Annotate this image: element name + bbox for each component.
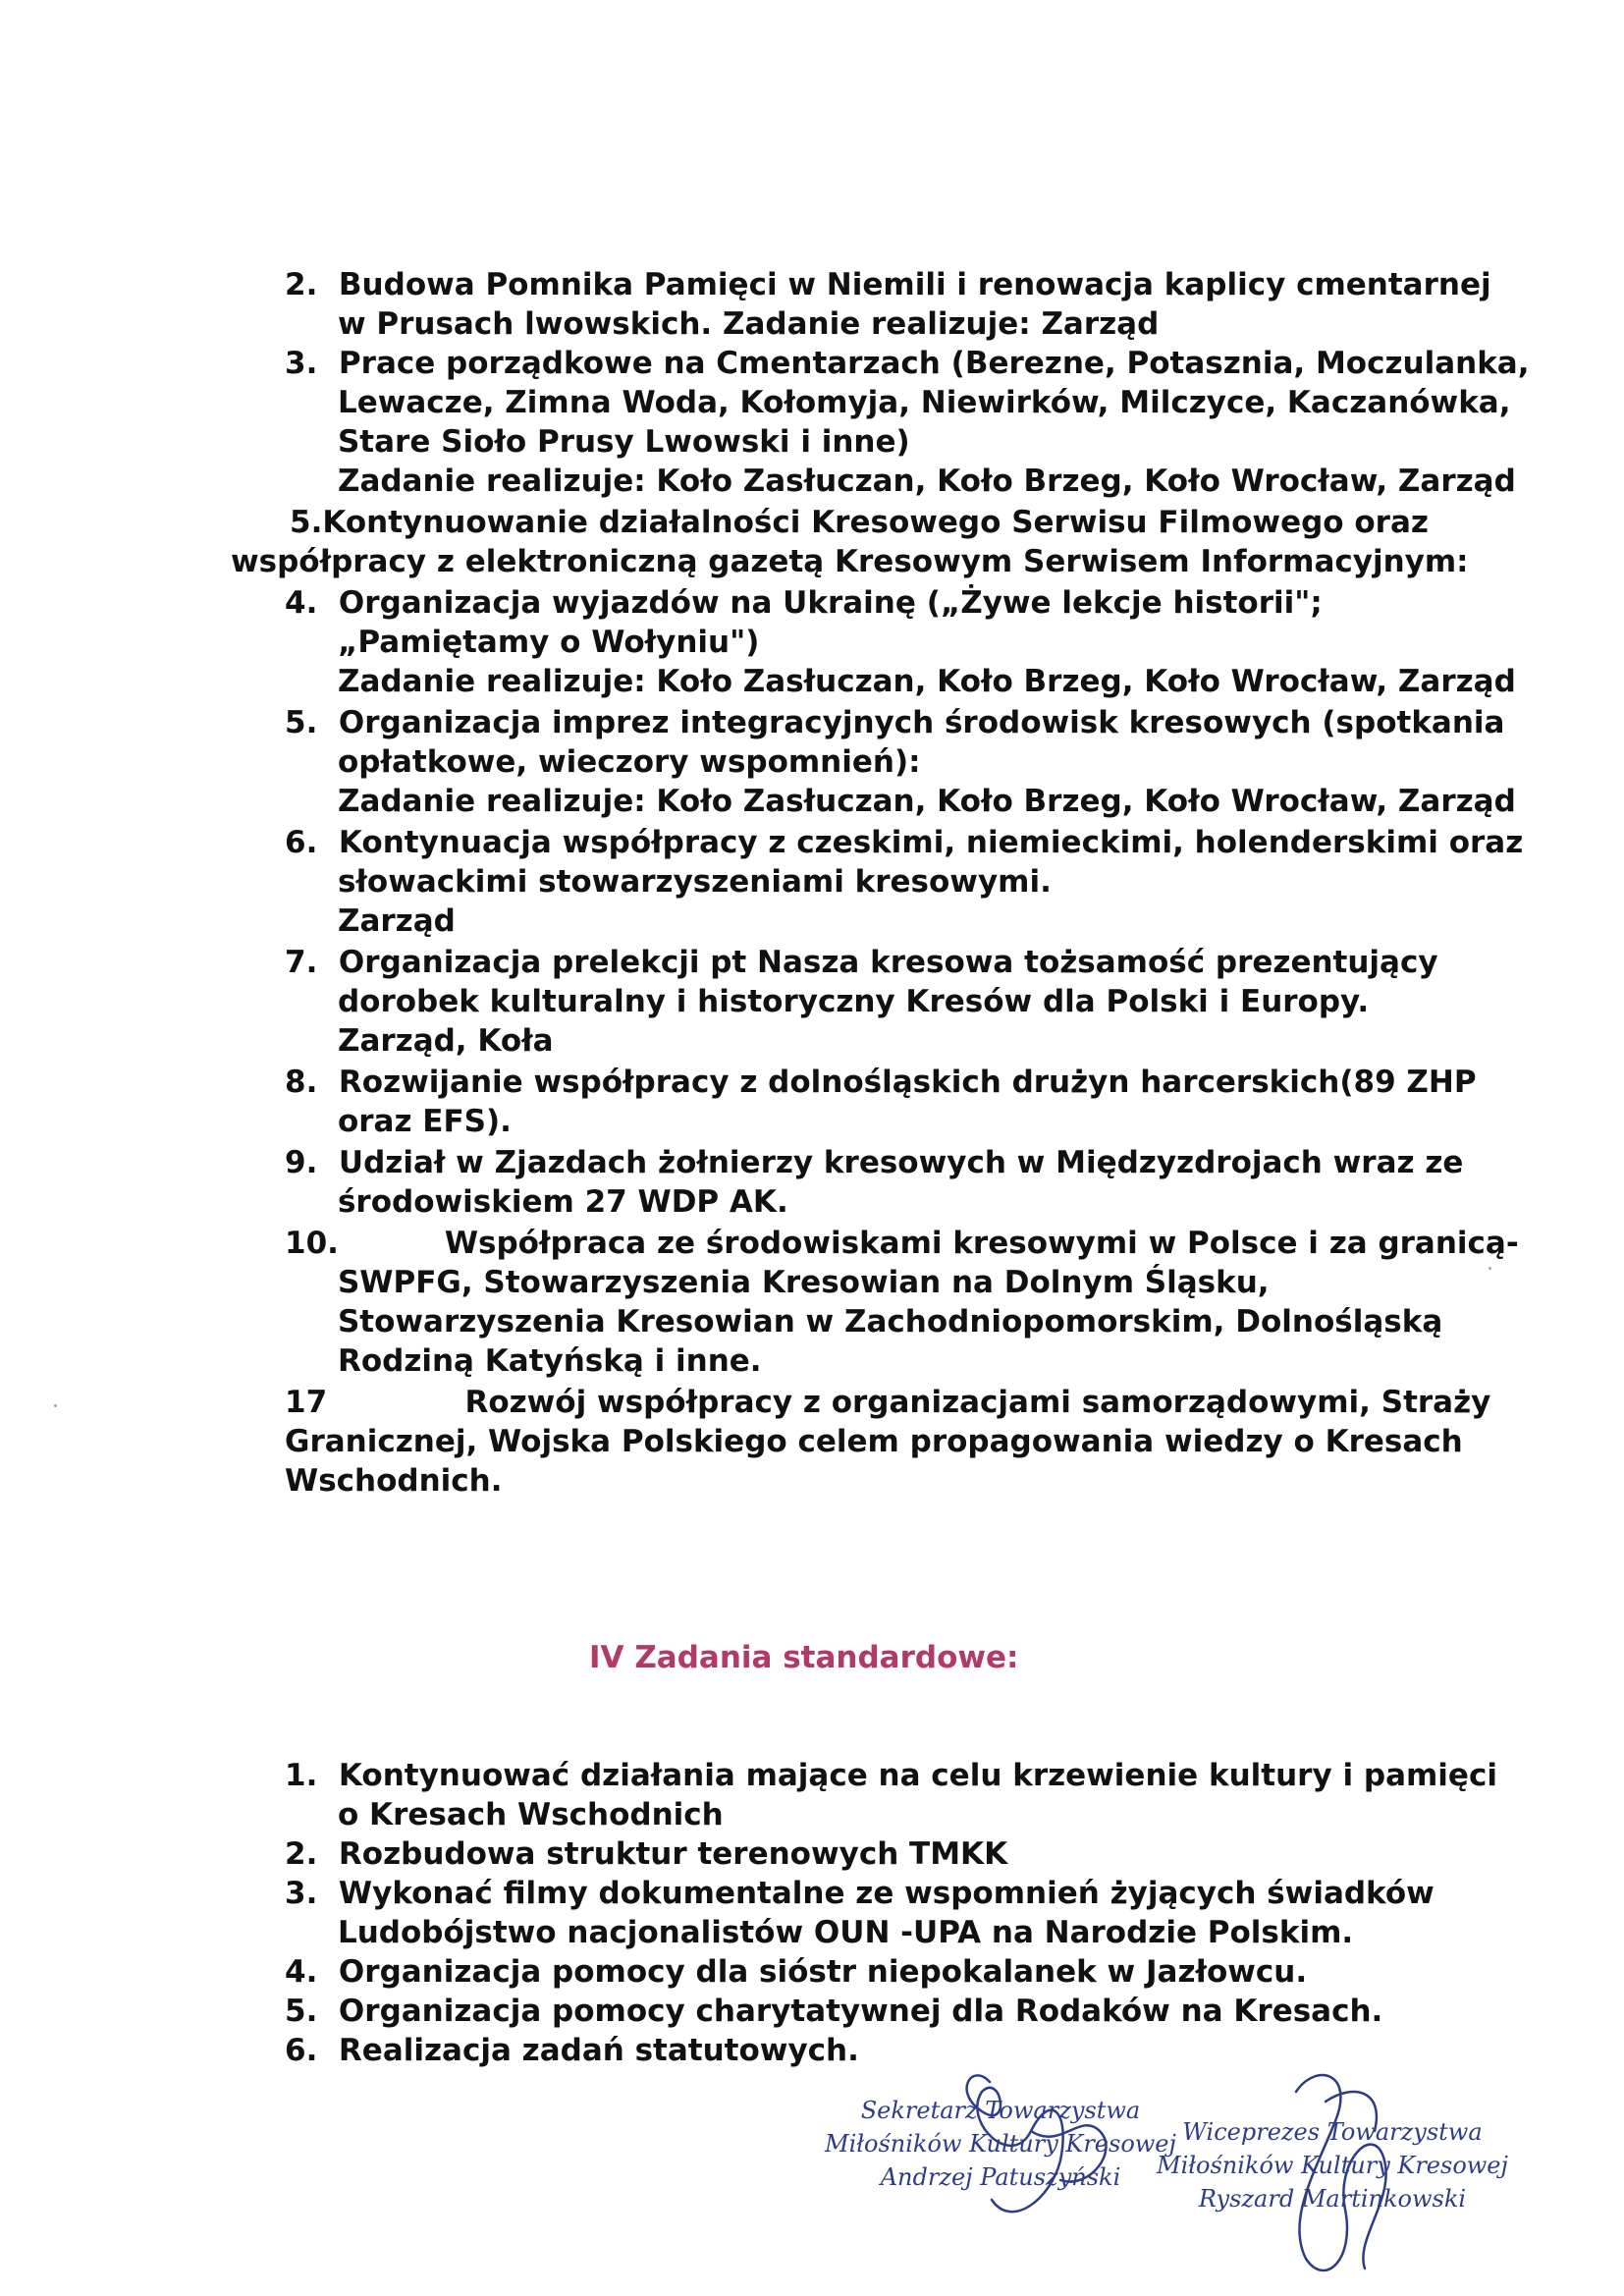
list-item-5 <box>285 703 1516 821</box>
stamp-line: Wiceprezes Towarzystwa <box>1182 2118 1483 2146</box>
line: w Prusach lwowskich. Zadanie realizuje: Zarząd <box>285 306 1160 342</box>
list-item-2 <box>285 344 1530 501</box>
standard-task-3 <box>285 1874 1435 1952</box>
list-item-8 <box>285 1063 1477 1141</box>
line: Zadanie realizuje: Koło Zasłuczan, Koło Brzeg, Koło Wrocław, Zarząd <box>285 464 1516 499</box>
list-item-3 <box>231 503 1469 581</box>
stamp-line: Miłośników Kultury Kresowej <box>1157 2152 1508 2179</box>
line: 17 Rozwój współpracy z organizacjami samorządowymi, Straży <box>285 1385 1491 1420</box>
line: Zarząd, Koła <box>285 1023 554 1059</box>
standard-task-2 <box>285 1834 1007 1874</box>
list-item-6 <box>285 823 1523 941</box>
line: 9. Udział w Zjazdach żołnierzy kresowych w Międzyzdrojach wraz ze <box>285 1145 1464 1180</box>
standard-task-1 <box>285 1756 1497 1834</box>
standard-task-6 <box>285 2031 859 2070</box>
line: Wschodnich. <box>285 1463 503 1499</box>
line: Zarząd <box>285 903 456 939</box>
line: 7. Organizacja prelekcji pt Nasza kresowa tożsamość prezentujący <box>285 945 1438 980</box>
list-item-7 <box>285 943 1438 1061</box>
line: współpracy z elektroniczną gazetą Kresowym Serwisem Informacyjnym: <box>231 544 1469 579</box>
line: o Kresach Wschodnich <box>285 1797 724 1832</box>
line: SWPFG, Stowarzyszenia Kresowian na Dolnym Śląsku, <box>285 1265 1270 1300</box>
line: Granicznej, Wojska Polskiego celem propagowania wiedzy o Kresach <box>285 1424 1463 1459</box>
stamp-line: Miłośników Kultury Kresowej <box>825 2130 1176 2158</box>
line: Ludobójstwo nacjonalistów OUN -UPA na Narodzie Polskim. <box>285 1915 1354 1950</box>
line: 6. Realizacja zadań statutowych. <box>285 2033 859 2068</box>
stamp-line: Sekretarz Towarzystwa <box>860 2097 1141 2124</box>
line: Zadanie realizuje: Koło Zasłuczan, Koło Brzeg, Koło Wrocław, Zarząd <box>285 664 1516 699</box>
line: Stowarzyszenia Kresowian w Zachodniopomorskim, Dolnośląską <box>285 1304 1443 1339</box>
line: środowiskiem 27 WDP AK. <box>285 1184 788 1220</box>
line: 8. Rozwijanie współpracy z dolnośląskich drużyn harcerskich(89 ZHP <box>285 1065 1477 1100</box>
list-item-9 <box>285 1143 1463 1222</box>
standard-task-4 <box>285 1952 1307 1992</box>
list-item-10 <box>285 1224 1519 1381</box>
line: 2. Rozbudowa struktur terenowych TMKK <box>285 1836 1008 1872</box>
stamp-line: Andrzej Patuszyński <box>880 2163 1121 2191</box>
line: 5.Kontynuowanie działalności Kresowego Serwisu Filmowego oraz <box>290 505 1429 540</box>
line: 2. Budowa Pomnika Pamięci w Niemili i renowacja kaplicy cmentarnej <box>285 267 1491 302</box>
line: 4. Organizacja wyjazdów na Ukrainę („Żywe lekcje historii"; <box>285 585 1323 621</box>
line: 3. Wykonać filmy dokumentalne ze wspomnień żyjących świadków <box>285 1876 1435 1911</box>
scan-speck <box>54 1404 57 1407</box>
signature-left <box>943 2052 1159 2249</box>
line: 6. Kontynuacja współpracy z czeskimi, niemieckimi, holenderskimi oraz <box>285 825 1524 860</box>
scan-speck <box>1489 1267 1491 1270</box>
line: Lewacze, Zimna Woda, Kołomyja, Niewirków, Milczyce, Kaczanówka, <box>285 385 1511 420</box>
line: „Pamiętamy o Wołyniu") <box>285 625 760 660</box>
line: 4. Organizacja pomocy dla sióstr niepokalanek w Jazłowcu. <box>285 1954 1308 1990</box>
section-header: IV Zadania standardowe: <box>589 1640 1019 1675</box>
line: Zadanie realizuje: Koło Zasłuczan, Koło Brzeg, Koło Wrocław, Zarząd <box>285 784 1516 819</box>
stamp-line: Ryszard Martinkowski <box>1198 2185 1467 2213</box>
line: 3. Prace porządkowe na Cmentarzach (Berezne, Potasznia, Moczulanka, <box>285 346 1530 381</box>
line: opłatkowe, wieczory wspomnień): <box>285 744 921 780</box>
line: słowackimi stowarzyszeniami kresowymi. <box>285 864 1052 900</box>
line: 1. Kontynuować działania mające na celu krzewienie kultury i pamięci <box>285 1758 1497 1793</box>
list-item-4 <box>285 583 1516 701</box>
line: 5. Organizacja pomocy charytatywnej dla Rodaków na Kresach. <box>285 1994 1383 2029</box>
list-item-1 <box>285 265 1491 344</box>
signature-right <box>1267 2062 1434 2296</box>
standard-task-5 <box>285 1992 1382 2031</box>
line: Rodziną Katyńską i inne. <box>285 1343 762 1379</box>
line: 5. Organizacja imprez integracyjnych środowisk kresowych (spotkania <box>285 705 1505 740</box>
line: dorobek kulturalny i historyczny Kresów dla Polski i Europy. <box>285 984 1370 1019</box>
line: Stare Sioło Prusy Lwowski i inne) <box>285 424 910 460</box>
line: 10. Współpraca ze środowiskami kresowymi w Polsce i za granicą- <box>285 1226 1519 1261</box>
line: oraz EFS). <box>285 1104 512 1139</box>
list-item-17 <box>285 1383 1490 1501</box>
